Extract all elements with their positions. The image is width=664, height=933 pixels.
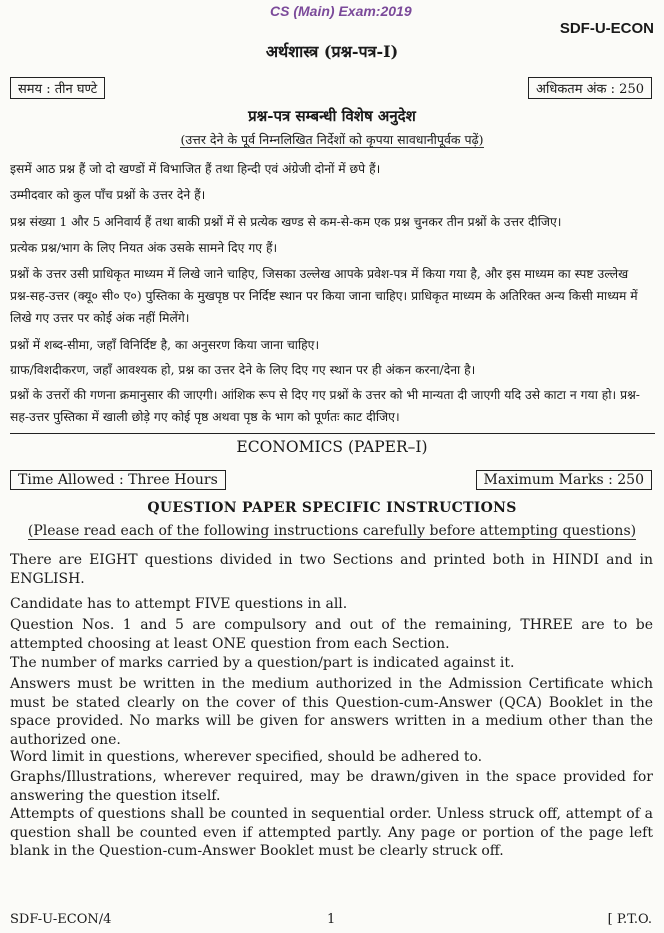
english-instruction-7: Graphs/Illustrations, wherever required, may be drawn/given in the space provided for answering the question itself. bbox=[10, 769, 653, 804]
exam-stamp: CS (Main) Exam:2019 bbox=[270, 3, 412, 19]
hindi-instruction-3: प्रश्न संख्या 1 और 5 अनिवार्य हैं तथा बाकी प्रश्नों में से प्रत्येक खण्ड से कम-से-कम एक प्रश्न चुनकर तीन प्रश्नों के उत्तर दीजिए। bbox=[10, 215, 562, 229]
english-instruction-6: Word limit in questions, wherever specified, should be adhered to. bbox=[10, 749, 483, 765]
footer-page-number: 1 bbox=[327, 912, 336, 927]
hindi-instructions-subheading: (उत्तर देने के पूर्व निम्नलिखित निर्देशों को कृपया सावधानीपूर्वक पढ़ें) bbox=[180, 132, 484, 147]
hindi-marks-box: अधिकतम अंक : 250 bbox=[528, 77, 652, 99]
section-divider bbox=[10, 433, 655, 434]
hindi-instructions-heading: प्रश्न-पत्र सम्बन्धी विशेष अनुदेश bbox=[248, 107, 416, 125]
hindi-instruction-1: इसमें आठ प्रश्न हैं जो दो खण्डों में विभाजित हैं तथा हिन्दी एवं अंग्रेजी दोनों में छपे हैं। bbox=[10, 162, 381, 176]
english-instruction-1: There are EIGHT questions divided in two Sections and printed both in HINDI and in ENGLISH. bbox=[10, 552, 653, 587]
english-time-box: Time Allowed : Three Hours bbox=[10, 470, 226, 490]
paper-code-top: SDF-U-ECON bbox=[559, 20, 654, 37]
hindi-instruction-5: प्रश्नों के उत्तर उसी प्राधिकृत माध्यम में लिखे जाने चाहिए, जिसका उल्लेख आपके प्रवेश-पत्र में किया गया है, और इस माध्यम का स्पष्ट उल्लेख प्रश्न-सह-उत्तर (क्यू० सी० ए०) पुस्तिका के मुखपृष्ठ पर निर्दिष्ट स्थान पर किया जाना चाहिए। प्राधिकृत माध्यम के अतिरिक्त अन्य किसी माध्यम में लिखे गए उत्तर पर कोई अंक नहीं मिलेंगे। bbox=[10, 267, 638, 325]
english-instruction-3: Question Nos. 1 and 5 are compulsory and out of the remaining, THREE are to be attempted choosing at least ONE question from each Section. bbox=[10, 617, 653, 652]
hindi-time-box: समय : तीन घण्टे bbox=[10, 77, 105, 99]
footer-paper-code: SDF-U-ECON/4 bbox=[10, 912, 112, 927]
english-instruction-2: Candidate has to attempt FIVE questions in all. bbox=[10, 596, 348, 612]
english-marks-box: Maximum Marks : 250 bbox=[476, 470, 652, 490]
english-paper-title: ECONOMICS (PAPER–I) bbox=[236, 438, 428, 456]
english-instruction-5: Answers must be written in the medium authorized in the Admission Certificate which must be stated clearly on the cover of this Question-cum-Answer (QCA) Booklet in the space provided. No marks will be given for answers written in a medium other than the authorized one. bbox=[10, 676, 653, 748]
hindi-instruction-4: प्रत्येक प्रश्न/भाग के लिए नियत अंक उसके सामने दिए गए हैं। bbox=[10, 241, 278, 255]
english-instructions-subheading: (Please read each of the following instructions carefully before attempting questions) bbox=[27, 523, 637, 539]
english-instruction-8: Attempts of questions shall be counted in sequential order. Unless struck off, attempt of a question shall be counted even if attempted partly. Any page or portion of the page left blank in the Question-cum-Answer Booklet must be clearly struck off. bbox=[10, 806, 653, 859]
hindi-instruction-8: प्रश्नों के उत्तरों की गणना क्रमानुसार की जाएगी। आंशिक रूप से दिए गए प्रश्नों के उत्तर को भी मान्यता दी जाएगी यदि उसे काटा न गया हो। प्रश्न-सह-उत्तर पुस्तिका में खाली छोड़े गए कोई पृष्ठ अथवा पृष्ठ के भाग को पूर्णतः काट दीजिए। bbox=[10, 388, 640, 424]
english-instructions-heading: QUESTION PAPER SPECIFIC INSTRUCTIONS bbox=[147, 500, 517, 516]
hindi-instruction-7: ग्राफ/विशदीकरण, जहाँ आवश्यक हो, प्रश्न का उत्तर देने के लिए दिए गए स्थान पर ही अंकन करना/देना है। bbox=[10, 363, 476, 377]
hindi-instruction-2: उम्मीदवार को कुल पाँच प्रश्नों के उत्तर देने हैं। bbox=[10, 188, 206, 202]
hindi-paper-title: अर्थशास्त्र (प्रश्न-पत्र-I) bbox=[265, 42, 399, 61]
english-instruction-4: The number of marks carried by a question/part is indicated against it. bbox=[10, 655, 515, 671]
footer-pto: [ P.T.O. bbox=[607, 912, 652, 927]
hindi-instruction-6: प्रश्नों में शब्द-सीमा, जहाँ विनिर्दिष्ट है, का अनुसरण किया जाना चाहिए। bbox=[10, 338, 320, 352]
